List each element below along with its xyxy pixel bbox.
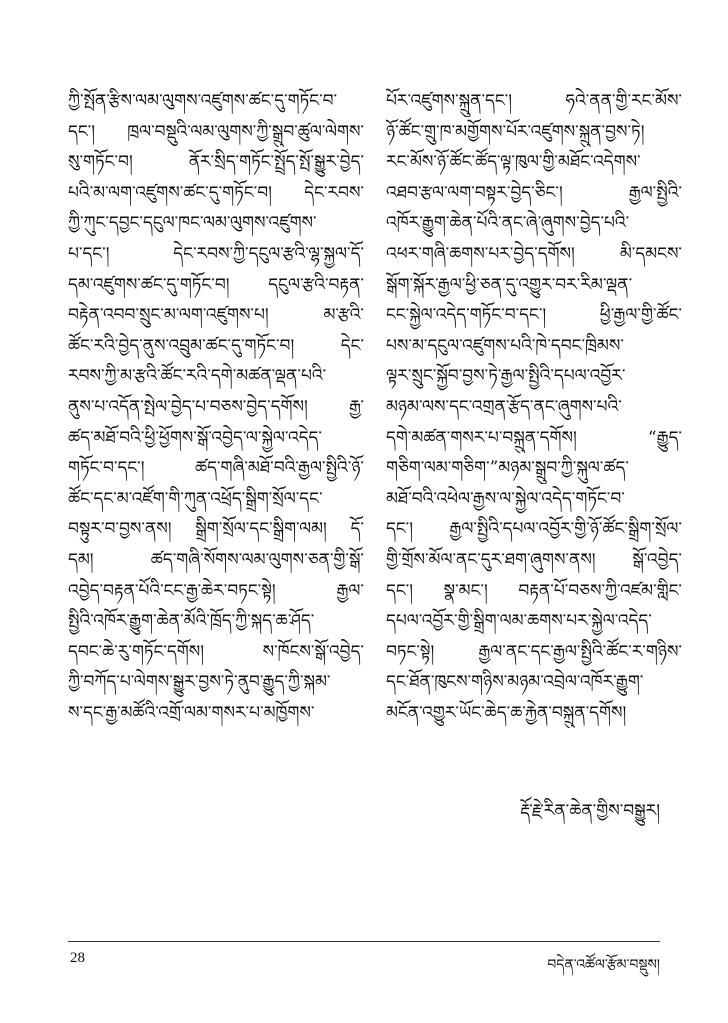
right-column-line: གཅིག་ལམ་གཅིག་”མཉམ་སྒྲུབ་ཀྱི་སྐུལ་ཚད་ <box>386 458 629 479</box>
right-column-line: གྱི་གྲོས་མོལ་ནང་དུར་ཐག་ཞུགས་ནས། སྒོ་འབྱེད་ <box>386 549 682 570</box>
left-column-line: ཚད་མཐོ་བའི་ཕྱི་ཕྱོགས་སྒོ་འབྱེད་ལ་སྐྱེལ་འདེད་ <box>68 427 322 448</box>
right-column-line: དགེ་མཚན་གསར་པ་བསྐྲུན་དགོས། “རྒྱུད་ <box>386 427 682 448</box>
right-column-line: སྒོག་སྐོར་རྒྱལ་ཕྱི་ཅན་དུ་འགྱུར་བར་རིམ་ལྡན་ <box>386 274 633 295</box>
left-column-line: ཚོང་དང་མ་འཛོག་གི་ཀུན་འཕྲོད་སྒྲིག་སྲོལ་དང་ <box>68 488 323 509</box>
left-column-line: སྤྱིའི་འཁོར་རྒྱུག་ཆེན་མོའི་ཁྲོད་ཀྱི་སྐད་ཆ་ཤོད་ <box>68 611 315 632</box>
journal-title: བདེན་འཚོལ་རྩོམ་བསྡུས། <box>547 957 660 973</box>
left-column-line: འབྱེད་བརྟན་པོའི་ངང་རྒྱ་ཆེར་བཏང་སྟེ། རྒྱལ་ <box>68 580 364 601</box>
left-column-line: ཀྱི་ཀུང་དབྱང་དངུལ་ཁང་ལམ་ལུགས་འཛུགས་ <box>68 213 317 234</box>
left-column-line: ཀྱི་སྤོན་རྩིས་ལམ་ལུགས་འཛུགས་ཚང་དུ་གཏོང་བ་ <box>68 91 338 111</box>
right-column-line: མཉམ་ལས་དང་འགྲན་རྩོད་ནང་ཞུགས་པའི་ <box>386 396 622 417</box>
translator-attribution: རྡོ་རྗེ་རིན་ཆེན་གྱིས་བསྒྱུར། <box>520 801 660 821</box>
left-column-line: ནུས་པ་འདོན་སྤེལ་བྱེད་པ་བཅས་བྱེད་དགོས། རྒྱ་ <box>68 396 364 417</box>
right-column-line: དང་ཐོན་ཁུངས་གཉིས་མཉམ་འབྲེལ་འཁོར་རྒྱུག་ <box>386 672 644 693</box>
right-column-line: འཐབ་རྩལ་ལག་བསྟར་བྱེད་ཅིང་། རྒྱལ་སྤྱིའི་ <box>386 182 682 203</box>
left-column-line: གཏོང་བ་དང་། ཚད་གཞི་མཐོ་བའི་རྒྱལ་སྤྱིའི་ཉོ་ <box>68 458 364 479</box>
left-column-line: བརྟེན་འབབ་སྲུང་མ་ལག་འཛུགས་པ། མ་རྩའི་ <box>68 305 364 326</box>
right-column-line: རང་མོས་ཉོ་ཚོང་ཚོད་ལྟ་ཁུལ་གྱི་མཐོང་འདེགས་ <box>386 152 641 173</box>
right-column-line: མཐོ་བའི་འཕེལ་རྒྱས་ལ་སྐྱེལ་འདེད་གཏོང་བ་ <box>386 488 625 509</box>
left-column-line: བསྟུར་བ་བྱས་ནས། སྒྲིག་སྲོལ་དང་སྒྲིག་ལམ། དོ་ <box>68 519 364 540</box>
right-column-line: དང་། སྣ་མང་། བརྟན་པོ་བཅས་ཀྱི་འཛམ་གླིང་ <box>386 580 682 601</box>
right-column-line: ལྟར་སྲུང་སྐྱོབ་བྱས་ཏེ་རྒྱལ་སྤྱིའི་དཔལ་འབྱོར་ <box>386 366 626 387</box>
text-column-left <box>68 86 364 728</box>
left-column-line: དམ་འཛུགས་ཚང་དུ་གཏོང་བ། དངུལ་རྩའི་བརྟན་ <box>68 274 364 295</box>
left-column-line: སུ་གཏོང་བ། ནོར་སྲིད་གཏོང་སྤྲོད་སྤོ་སྒྱུར་བྱེད་ <box>68 152 364 173</box>
left-column-line: དམ། ཚད་གཞི་སོགས་ལམ་ལུགས་ཅན་གྱི་སྒོ་ <box>68 549 364 570</box>
left-column-line: རབས་ཀྱི་མ་རྩའི་ཚོང་རའི་དགེ་མཚན་ལྡན་པའི་ <box>68 366 327 387</box>
left-column-line: པའི་མ་ལག་འཛུགས་ཚང་དུ་གཏོང་བ། དེང་རབས་ <box>68 182 364 203</box>
right-column-line: བཏང་སྟེ། རྒྱལ་ནང་དང་རྒྱལ་སྤྱིའི་ཚོང་ར་གཉིས་ <box>386 641 682 662</box>
right-column-line: ངང་སྐྱེལ་འདེད་གཏོང་བ་དང་། ཕྱི་རྒྱལ་གྱི་ཚོང་ <box>386 305 682 326</box>
right-column-line: དཔལ་འབྱོར་གྱི་སྒྲིག་ལམ་ཆགས་པར་སྐྱེལ་འདེད་ <box>386 611 652 632</box>
left-column-line: དང་། ཁྲལ་བསྡུའི་ལམ་ལུགས་ཀྱི་སྒྲུབ་ཚུལ་ལེགས་ <box>68 121 364 142</box>
right-column-line: འཁོར་རྒྱུག་ཆེན་པོའི་ནང་ཞེ་ཞུགས་བྱེད་པའི་ <box>386 213 630 234</box>
text-column-right <box>386 86 682 728</box>
right-column-line: དང་། རྒྱལ་སྤྱིའི་དཔལ་འབྱོར་གྱི་ཉོ་ཚོང་སྒྲིག་སྲོལ་ <box>386 519 682 540</box>
page-number: 28 <box>70 950 85 966</box>
left-column-line: ཀྱི་བཀོད་པ་ལེགས་སྒྱུར་བྱས་ཏེ་ནུབ་རྒྱུད་ཀྱི་སྐམ་ <box>68 672 331 693</box>
right-column-line: པོར་འཛུགས་སྐྲུན་དང་། ཧའེ་ནན་གྱི་རང་མོས་ <box>386 91 682 111</box>
right-column-line: པས་མ་དངུལ་འཛུགས་པའི་ཁེ་དབང་ཁྲིམས་ <box>386 335 624 356</box>
right-column-line: ཉོ་ཚོང་གྲུ་ཁ་མགྱོགས་པོར་འཛུགས་སྐྲུན་བྱས་ཏེ། <box>386 121 645 142</box>
left-column-line: པ་དང་། དེང་རབས་ཀྱི་དངུལ་རྩའི་ལྷ་སྐྱལ་དོ་ <box>68 243 364 264</box>
right-column-line: འཕར་གཞི་ཆགས་པར་བྱེད་དགོས། མི་དམངས་ <box>386 243 682 264</box>
left-column-line: དབང་ཆེ་རུ་གཏོང་དགོས། ས་ཁོངས་སྒོ་འབྱེད་ <box>68 641 364 662</box>
left-column-line: ས་དང་རྒྱ་མཚོའི་འགྲོ་ལམ་གསར་པ་མཁྱོགས་ <box>68 702 315 723</box>
right-column-line: མངོན་འགྱུར་ཡོང་ཆེད་ཆ་རྐྱེན་བསྐྲུན་དགོས། <box>386 702 627 723</box>
footer-divider <box>68 941 660 942</box>
left-column-line: ཚོང་རའི་བྱེད་ནུས་འབྲུམ་ཚང་དུ་གཏོང་བ། དེང་ <box>68 335 364 356</box>
